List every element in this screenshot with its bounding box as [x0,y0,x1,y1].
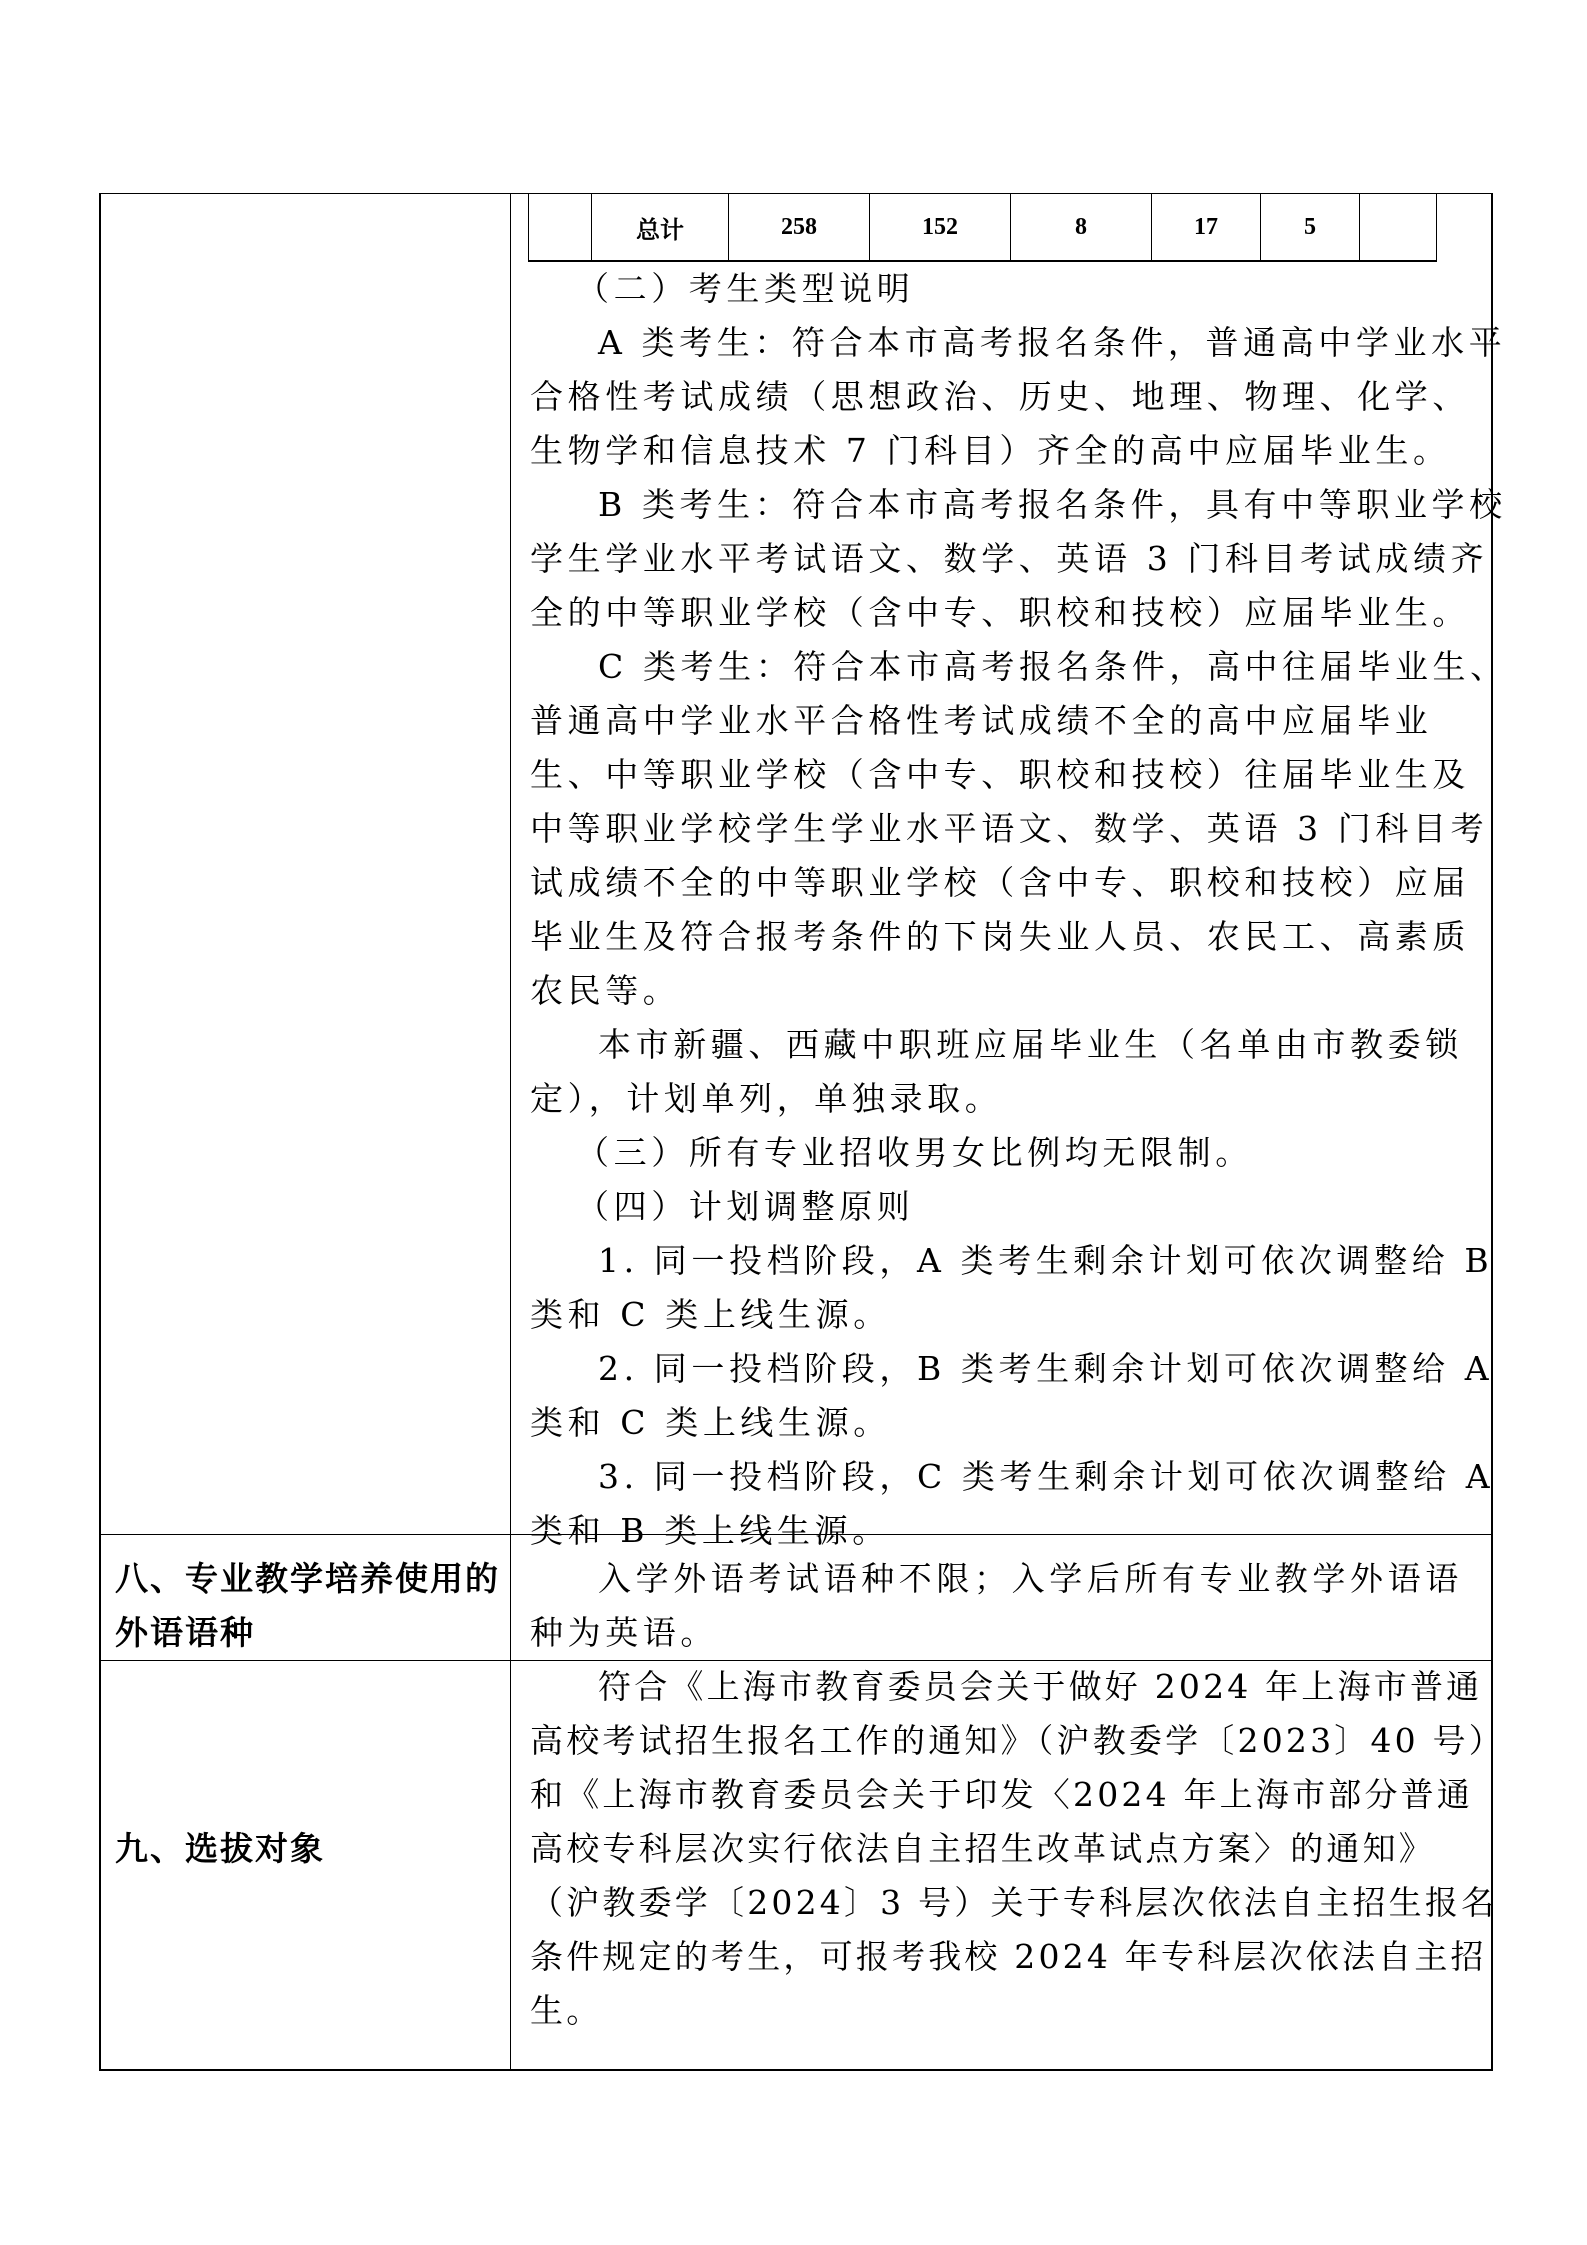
totals-value-3: 8 [1011,194,1152,262]
rule1-line-1: 1. 同一投档阶段，A 类考生剩余计划可依次调整给 B [598,1241,1494,1280]
xinjiang-line-2: 定），计划单列，单独录取。 [530,1079,1003,1118]
totals-value-2: 152 [870,194,1011,262]
table-bottom-border [99,2069,1493,2071]
typeC-line-2: 普通高中学业水平合格性考试成绩不全的高中应届毕业 [530,701,1433,740]
section8-label-line-2: 外语语种 [115,1613,255,1652]
totals-value-5: 5 [1261,194,1360,262]
section8-line-1: 入学外语考试语种不限；入学后所有专业教学外语语 [598,1559,1463,1598]
rule3-line-1: 3. 同一投档阶段，C 类考生剩余计划可依次调整给 A [598,1457,1495,1496]
typeA-line-3: 生物学和信息技术 7 门科目）齐全的高中应届毕业生。 [530,431,1451,470]
typeA-line-2: 合格性考试成绩（思想政治、历史、地理、物理、化学、 [530,377,1470,416]
typeC-line-1: C 类考生：符合本市高考报名条件，高中往届毕业生、 [598,647,1508,686]
rule3-line-2: 类和 B 类上线生源。 [530,1511,890,1550]
section8-label-line-1: 八、专业教学培养使用的 [115,1559,500,1598]
totals-row [529,194,1437,262]
section9-line-2: 高校考试招生报名工作的通知》（沪教委学〔2023〕40 号） [530,1721,1505,1760]
section9-line-7: 生。 [530,1991,603,2030]
section9-label [115,1822,325,1876]
sub4-title: （四）计划调整原则 [576,1187,915,1226]
section8-body [530,1552,1480,1660]
section9-line-1: 符合《上海市教育委员会关于做好 2024 年上海市普通 [598,1667,1483,1706]
xinjiang-line-1: 本市新疆、西藏中职班应届毕业生（名单由市教委锁 [598,1025,1463,1064]
typeC-line-3: 生、中等职业学校（含中专、职校和技校）往届毕业生及 [530,755,1470,794]
typeB-line-2: 学生学业水平考试语文、数学、英语 3 门科目考试成绩齐 [530,539,1489,578]
rule1-line-2: 类和 C 类上线生源。 [530,1295,891,1334]
section9-line-6: 条件规定的考生，可报考我校 2024 年专科层次依法自主招 [530,1937,1487,1976]
section9-line-3: 和《上海市教育委员会关于印发〈2024 年上海市部分普通 [530,1775,1474,1814]
section8-line-2: 种为英语。 [530,1613,718,1652]
typeC-line-7: 农民等。 [530,971,681,1010]
typeC-line-5: 试成绩不全的中等职业学校（含中专、职校和技校）应届 [530,863,1470,902]
typeA-line-1: A 类考生：符合本市高考报名条件，普通高中学业水平 [598,323,1507,362]
rule2-line-2: 类和 C 类上线生源。 [530,1403,891,1442]
totals-label: 总计 [592,194,729,262]
sub3-text: （三）所有专业招收男女比例均无限制。 [576,1133,1253,1172]
section9-line-4: 高校专科层次实行依法自主招生改革试点方案〉的通知》 [530,1829,1435,1868]
section7-body [530,262,1508,1558]
totals-empty-cell [529,194,592,262]
sub2-title: （二）考生类型说明 [576,269,915,308]
section8-label [115,1552,500,1660]
section9-body [530,1660,1505,2038]
typeC-line-6: 毕业生及符合报考条件的下岗失业人员、农民工、高素质 [530,917,1470,956]
totals-value-1: 258 [729,194,870,262]
totals-value-6 [1360,194,1437,262]
typeB-line-1: B 类考生：符合本市高考报名条件，具有中等职业学校 [598,485,1507,524]
section9-line-5: （沪教委学〔2024〕3 号）关于专科层次依法自主招生报名 [530,1883,1498,1922]
totals-value-4: 17 [1152,194,1261,262]
typeC-line-4: 中等职业学校学生学业水平语文、数学、英语 3 门科目考 [530,809,1489,848]
rule2-line-1: 2. 同一投档阶段，B 类考生剩余计划可依次调整给 A [598,1349,1494,1388]
totals-table [528,193,1437,262]
typeB-line-3: 全的中等职业学校（含中专、职校和技校）应届毕业生。 [530,593,1470,632]
section9-label-text: 九、选拔对象 [115,1829,325,1868]
column-divider [510,193,511,2071]
